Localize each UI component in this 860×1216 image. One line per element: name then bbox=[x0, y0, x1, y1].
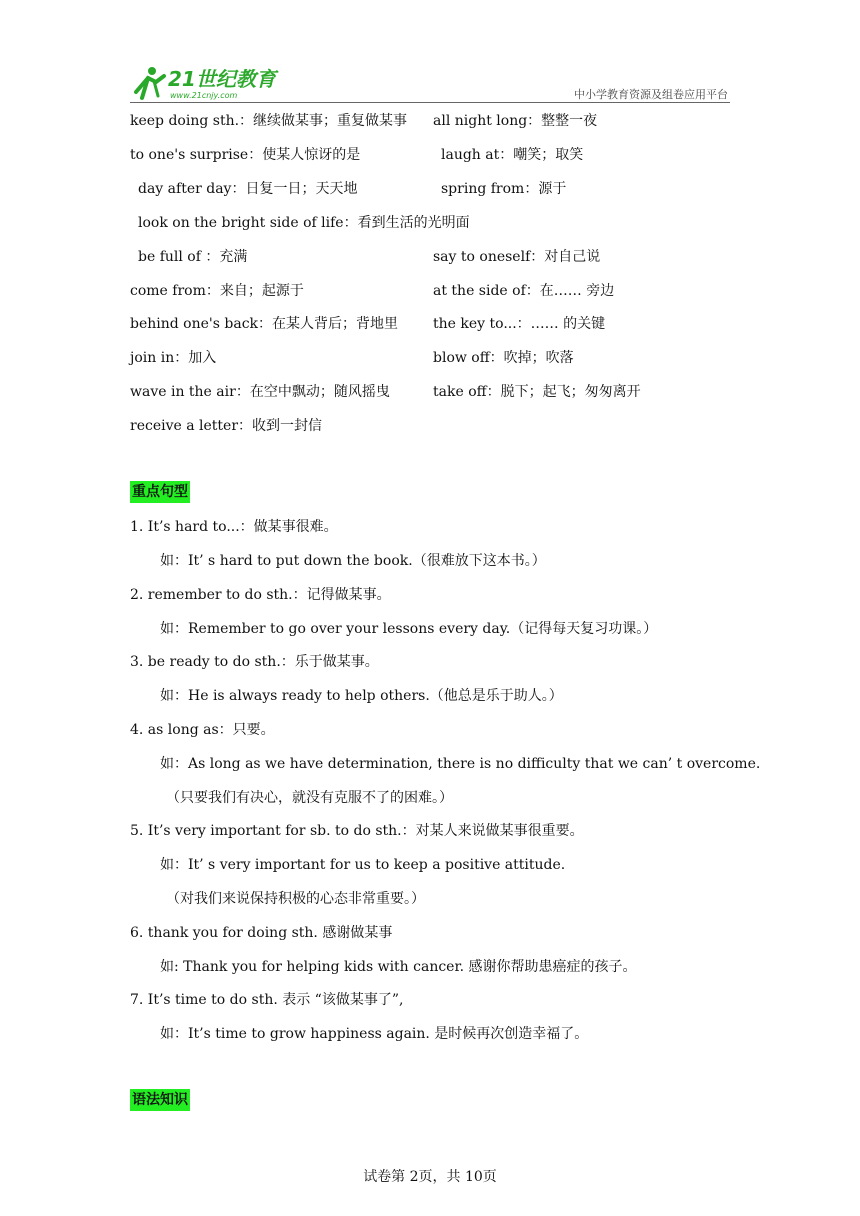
phrase-left: join in：加入 bbox=[130, 350, 217, 366]
phrase-left: day after day：日复一日；天天地 bbox=[138, 181, 358, 197]
phrase-right: say to oneself：对自己说 bbox=[433, 249, 601, 265]
phrase-right: blow off：吹掉；吹落 bbox=[433, 350, 574, 366]
sentence-example: 如：It’s time to grow happiness again. 是时候再次创造幸福了。 bbox=[160, 1026, 589, 1042]
sentence-translation: （对我们来说保持积极的心态非常重要。） bbox=[166, 891, 425, 907]
phrase-left: to one's surprise：使某人惊讶的是 bbox=[130, 147, 361, 163]
section-title-grammar: 语法知识 bbox=[130, 1089, 190, 1111]
sentence-example: 如：It’ s very important for us to keep a positive attitude. bbox=[160, 857, 566, 873]
phrase-left: wave in the air：在空中飘动；随风摇曳 bbox=[130, 384, 390, 400]
sentence-translation: （只要我们有决心，就没有克服不了的困难。） bbox=[166, 790, 453, 806]
phrase-left: behind one's back：在某人背后；背地里 bbox=[130, 316, 399, 332]
sentence-item: 5. It’s very important for sb. to do sth.：对某人来说做某事很重要。 bbox=[130, 823, 584, 839]
sentence-example: 如: Thank you for helping kids with cancer. 感谢你帮助患癌症的孩子。 bbox=[160, 959, 637, 975]
phrase-left: be full of ：充满 bbox=[138, 249, 248, 265]
phrase-right: laugh at：嘲笑；取笑 bbox=[441, 147, 584, 163]
section-title-key-sentences: 重点句型 bbox=[130, 481, 190, 503]
phrase-right: the key to...：…… 的关键 bbox=[433, 316, 606, 332]
page-footer: 试卷第 2页，共 10页 bbox=[363, 1169, 497, 1185]
sentence-item: 2. remember to do sth.：记得做某事。 bbox=[130, 587, 391, 603]
phrase-left: look on the bright side of life：看到生活的光明面 bbox=[138, 215, 470, 231]
phrase-left: come from：来自；起源于 bbox=[130, 283, 304, 299]
sentence-item: 4. as long as：只要。 bbox=[130, 722, 275, 738]
platform-name: 中小学教育资源及组卷应用平台 bbox=[574, 88, 728, 101]
logo-text: 21世纪教育 bbox=[168, 67, 276, 91]
sentence-example: 如：It’ s hard to put down the book.（很难放下这本书。） bbox=[160, 553, 546, 569]
logo-url: www.21cnjy.com bbox=[170, 91, 238, 100]
phrase-right: at the side of：在…… 旁边 bbox=[433, 283, 615, 299]
phrase-left: receive a letter：收到一封信 bbox=[130, 418, 323, 434]
sentence-example: 如：Remember to go over your lessons every day.（记得每天复习功课。） bbox=[160, 621, 658, 637]
sentence-item: 7. It’s time to do sth. 表示 “该做某事了”, bbox=[130, 992, 404, 1008]
page-header bbox=[130, 62, 730, 104]
sentence-item: 1. It’s hard to...：做某事很难。 bbox=[130, 519, 338, 535]
phrase-right: spring from：源于 bbox=[441, 181, 567, 197]
header-divider bbox=[130, 102, 730, 103]
logo-21cnjy bbox=[130, 62, 280, 102]
sentence-example: 如：He is always ready to help others.（他总是乐于助人。） bbox=[160, 688, 563, 704]
phrase-right: take off：脱下；起飞；匆匆离开 bbox=[433, 384, 641, 400]
phrase-left: keep doing sth.：继续做某事；重复做某事 bbox=[130, 113, 408, 129]
sentence-item: 6. thank you for doing sth. 感谢做某事 bbox=[130, 925, 393, 941]
sentence-example: 如：As long as we have determination, there is no difficulty that we can’ t overcome. bbox=[160, 756, 761, 772]
sentence-item: 3. be ready to do sth.：乐于做某事。 bbox=[130, 654, 379, 670]
phrase-right: all night long：整整一夜 bbox=[433, 113, 598, 129]
